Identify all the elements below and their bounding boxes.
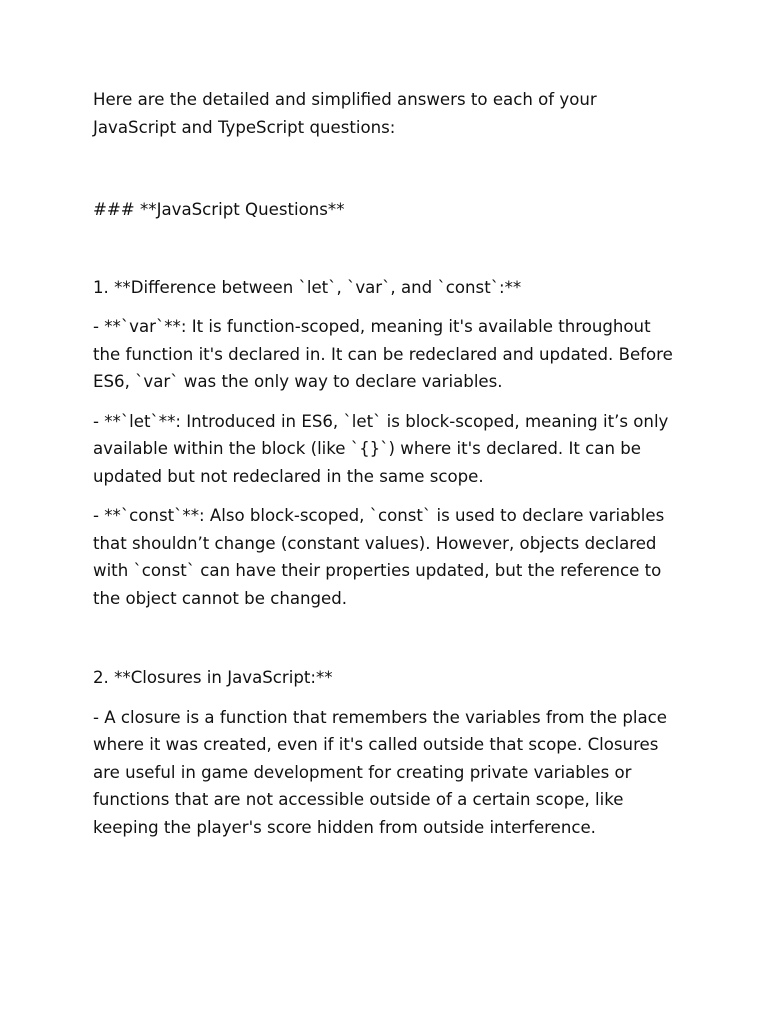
answer-bullet-closure: - A closure is a function that remembers the variables from the place where it was created, even if it's called outside that scope. Closures are useful in game development for creating private variables or functions that are not accessible outside of a certain scope, like keeping the player's score hidden from outside interference.: [93, 707, 667, 837]
answer-bullet-var: - **`var`**: It is function-scoped, meaning it's available throughout the function it's declared in. It can be redeclared and updated. Before ES6, `var` was the only way to declare variables.: [93, 317, 673, 391]
section-heading: ### **JavaScript Questions**: [93, 200, 345, 219]
question-title: 1. **Difference between `let`, `var`, and `const`:**: [93, 277, 522, 297]
question-title: 2. **Closures in JavaScript:**: [93, 668, 333, 687]
document-page: [93, 86, 678, 853]
question-block-2: [93, 664, 678, 841]
answer-bullet-let: - **`let`**: Introduced in ES6, `let` is block-scoped, meaning it’s only available within the block (like `{}`) where it's declared. It can be updated but not redeclared in the same scope.: [93, 411, 669, 486]
question-block-1: [93, 274, 678, 613]
intro-paragraph: Here are the detailed and simplified answers to each of your JavaScript and TypeScript questions:: [93, 90, 597, 137]
answer-bullet-const: - **`const`**: Also block-scoped, `const` is used to declare variables that shouldn’t change (constant values). However, objects declared with `const` can have their properties updated, but the reference to the object cannot be changed.: [93, 506, 665, 608]
